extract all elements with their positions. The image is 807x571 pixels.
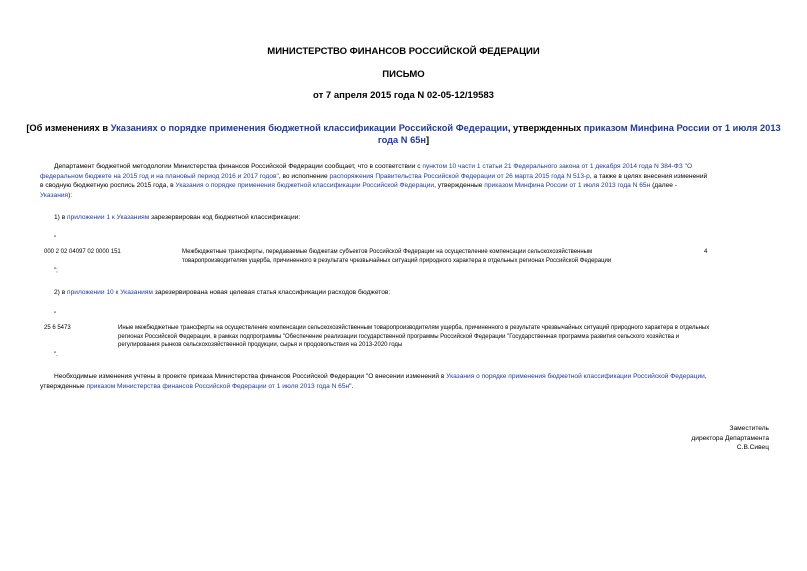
title-link-order[interactable]: приказом Минфина России от 1 июля 2013 [583,123,781,133]
quote-close: "; [54,268,58,274]
intro-text: , утвержденные [434,182,485,189]
title-text: [Об изменениях в [26,123,111,133]
link-minfin-order[interactable]: приказом Минфина России от 1 июля 2013 года N 65н [484,182,651,189]
column-value: 4 [704,249,708,255]
quote-close: ". [54,352,58,358]
closing-paragraph [40,372,770,391]
closing-text: Необходимые изменения учтены в проекте приказа Министерства финансов Российской Федерации "О внесении изменений в [54,373,447,380]
target-article-code: 25 6 5473 [44,325,71,331]
item-text: зарезервирована новая целевая статья классификации расходов бюджетов: [152,289,391,296]
item-text: зарезервирован код бюджетной классификации: [149,214,301,221]
link-minfin-order[interactable]: приказом Министерства финансов Российской Федерации от 1 июля 2013 года N 65н [86,382,350,390]
intro-text: , а также в целях внесения изменений [589,172,708,180]
document-type: ПИСЬМО [382,69,425,80]
target-article-description [118,324,768,350]
item-2-heading [54,288,390,298]
link-appendix-1[interactable]: приложении 1 к Указаниям [67,214,150,221]
description-line: Иные межбюджетные трансферты на осуществление компенсации сельскохозяйственным товаропроизводителям ущерба, причиненного в результате чрезвычайных ситуаций природного характера в отдельных [118,325,710,331]
closing-text: утвержденные [40,382,87,390]
signature-name: С.В.Сивец [736,444,769,451]
link-instructions[interactable]: Указания о порядке применения бюджетной классификации Российской Федерации [446,373,705,380]
closing-text: ". [349,382,354,390]
link-government-order[interactable]: распоряжения Правительства Российской Федерации от 26 марта 2015 года N 513-р [329,172,590,180]
title-link-order-cont[interactable]: года N 65н [377,135,427,145]
description-line: регионах Российской Федерации, в рамках подпрограммы "Обеспечение реализации государственной программы Российской Федерации "Государственная программа развития сельского хозяйства и [118,333,680,340]
budget-code: 000 2 02 04097 02 0000 151 [44,249,121,255]
title-text: , утвержденных [507,123,584,133]
item-text: 1) в [54,214,68,221]
title-text: ] [426,135,430,145]
budget-code-description [182,248,682,265]
document-date-number: от 7 апреля 2015 года N 02-05-12/19583 [313,90,494,101]
closing-text: , [704,373,707,380]
quote-open: " [54,312,57,318]
intro-paragraph [40,162,770,200]
signature-position: Заместитель [729,425,769,432]
link-appendix-10[interactable]: приложении 10 к Указаниям [67,289,153,296]
title-link-instructions[interactable]: Указаниях о порядке применения бюджетной классификации Российской Федерации [110,123,508,133]
link-federal-law[interactable]: пунктом 10 части 1 статьи 21 Федерального закона от 1 декабря 2014 года N 384-ФЗ "О [422,163,693,170]
link-federal-law-cont[interactable]: федеральном бюджете на 2015 год и на плановый период 2016 и 2017 годов" [40,172,279,180]
item-text: 2) в [54,289,68,296]
signature-department: директора Департамента [691,434,769,442]
description-line: товаропроизводителям ущерба, причиненного в результате чрезвычайных ситуаций природного характера в отдельных регионах Российской Федерации [182,257,612,264]
link-instructions[interactable]: Указания о порядке применения бюджетной классификации Российской Федерации [175,182,435,189]
description-line: регулирования рынков сельскохозяйственной продукции, сырья и продовольствия на 2013-2020 годы [118,342,403,349]
intro-text: (далее - [650,182,678,189]
item-1-heading [54,213,300,223]
link-instructions-short[interactable]: Указания [40,191,69,199]
intro-text: в сводную бюджетную роспись 2015 года, в [40,182,176,189]
intro-text: Департамент бюджетной методологии Министерства финансов Российской Федерации сообщает, что в соответствии с [54,163,423,170]
description-line: Межбюджетные трансферты, передаваемые бюджетам субъектов Российской Федерации на осуществление компенсации сельскохозяйственным [182,249,593,255]
intro-text: ): [68,191,73,199]
ministry-heading: МИНИСТЕРСТВО ФИНАНСОВ РОССИЙСКОЙ ФЕДЕРАЦИИ [267,46,540,57]
signature-block [691,424,769,453]
document-title [0,122,807,146]
quote-open: " [54,236,57,242]
intro-text: , во исполнение [278,172,330,180]
